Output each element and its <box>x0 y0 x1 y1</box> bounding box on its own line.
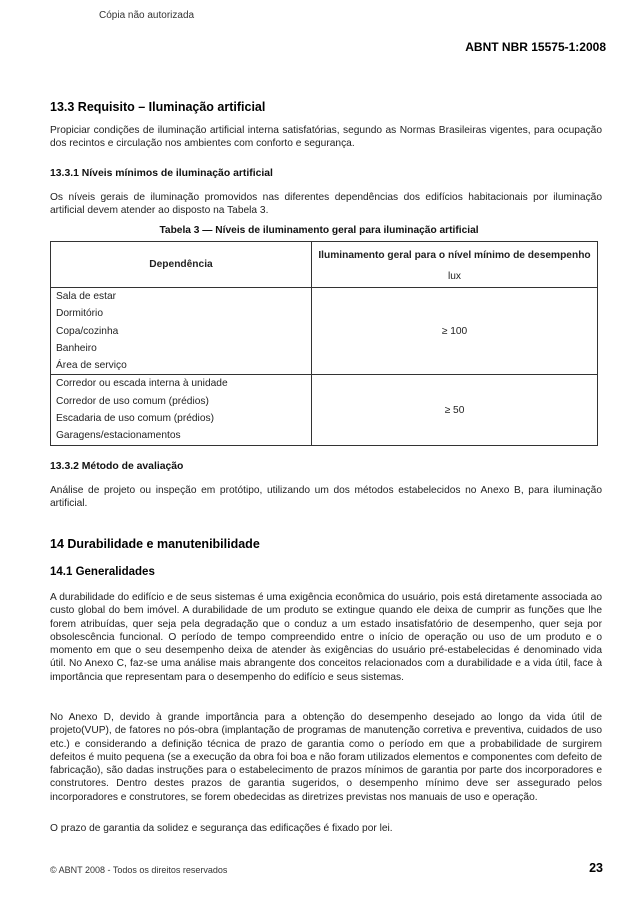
section-14-1-title: 14.1 Generalidades <box>50 566 155 578</box>
illumination-table <box>50 241 598 446</box>
section-14-1-paragraph-2: No Anexo D, devido à grande importância para a obtenção do desempenho desejado ao longo da vida útil de projeto(VUP), de fatores no pós-obra (implantação de programas de manutenção corretiva e preventiva, cuidados de uso etc.) e considerando a definição técnica de prazo de garantia como o período em que a probabilidade de surgirem defeitos é muito pequena (se a execução da obra foi boa e não foram utilizados elementos e componentes com defeito de fabricação), são dadas instruções para o estabelecimento de prazos mínimos de garantia por parte dos incorporadores e construtores. Dentro destes prazos de garantia sugeridos, o desempenho mínimo deve ser assegurado pelos incorporadores e construtores, se forem obedecidas as diretrizes previstas nos manuais de uso e operação. <box>50 712 602 803</box>
room-name: Corredor ou escada interna à unidade <box>56 378 228 390</box>
table-caption: Tabela 3 — Níveis de iluminamento geral para iluminação artificial <box>159 225 479 236</box>
section-13-3-2-text: Análise de projeto ou inspeção em protótipo, utilizando um dos métodos estabelecidos no Anexo B, para iluminação artificial. <box>50 485 602 510</box>
column-header-iluminamento: Iluminamento geral para o nível mínimo de desempenho <box>312 242 598 266</box>
section-14-title: 14 Durabilidade e manutenibilidade <box>50 537 260 551</box>
table-header-row <box>51 242 598 266</box>
section-13-3-1-title: 13.3.1 Níveis mínimos de iluminação artificial <box>50 168 273 179</box>
room-name: Garagens/estacionamentos <box>56 430 181 442</box>
room-name: Escadaria de uso comum (prédios) <box>56 413 214 425</box>
rooms-cell <box>51 375 312 445</box>
room-name: Área de serviço <box>56 360 127 372</box>
room-name: Dormitório <box>56 308 103 320</box>
room-name: Corredor de uso comum (prédios) <box>56 395 209 407</box>
illumination-value: ≥ 100 <box>312 288 598 375</box>
section-13-3-2-title: 13.3.2 Método de avaliação <box>50 461 184 472</box>
room-name: Sala de estar <box>56 291 117 302</box>
room-name: Banheiro <box>56 342 97 354</box>
table-row <box>51 375 598 445</box>
column-unit: lux <box>312 266 598 288</box>
illumination-value: ≥ 50 <box>312 375 598 445</box>
section-13-3-text: Propiciar condições de iluminação artificial interna satisfatórias, segundo as Normas Brasileiras vigentes, para ocupação dos recintos e circulação nos ambientes com conforto e segurança. <box>50 125 602 150</box>
column-header-dependencia: Dependência <box>51 242 312 288</box>
section-13-3-1-text: Os níveis gerais de iluminação promovidos nas diferentes dependências dos edifícios habitacionais por iluminação artificial devem atender ao disposto na Tabela 3. <box>50 192 602 217</box>
standard-code: ABNT NBR 15575-1:2008 <box>465 40 606 54</box>
room-name: Copa/cozinha <box>56 325 119 337</box>
section-14-1-paragraph-1: A durabilidade do edifício e de seus sistemas é uma exigência econômica do usuário, pois está diretamente associada ao custo global do bem imóvel. A durabilidade de um produto se extingue quando ele deixa de cumprir as funções que lhe forem atribuídas, quer seja pela degradação que o conduz a um estado insatisfatório de desempenho, quer seja por obsolescência funcional. O período de tempo compreendido entre o início de operação ou uso de um produto e o momento em que o seu desempenho deixa de atender às exigências do usuário pré-estabelecidas é denominado vida útil. No Anexo C, faz-se uma análise mais abrangente dos conceitos relacionados com a durabilidade e a vida útil, face à importância que representam para o desempenho do edifício e seus sistemas. <box>50 592 602 683</box>
page-number: 23 <box>589 861 603 875</box>
table-row <box>51 288 598 375</box>
section-14-1-paragraph-3: O prazo de garantia da solidez e segurança das edificações é fixado por lei. <box>50 823 393 834</box>
rooms-cell <box>51 288 312 375</box>
watermark-text: Cópia não autorizada <box>99 10 195 21</box>
section-13-3-title: 13.3 Requisito – Iluminação artificial <box>50 100 266 114</box>
footer-copyright: © ABNT 2008 - Todos os direitos reservados <box>50 865 228 875</box>
